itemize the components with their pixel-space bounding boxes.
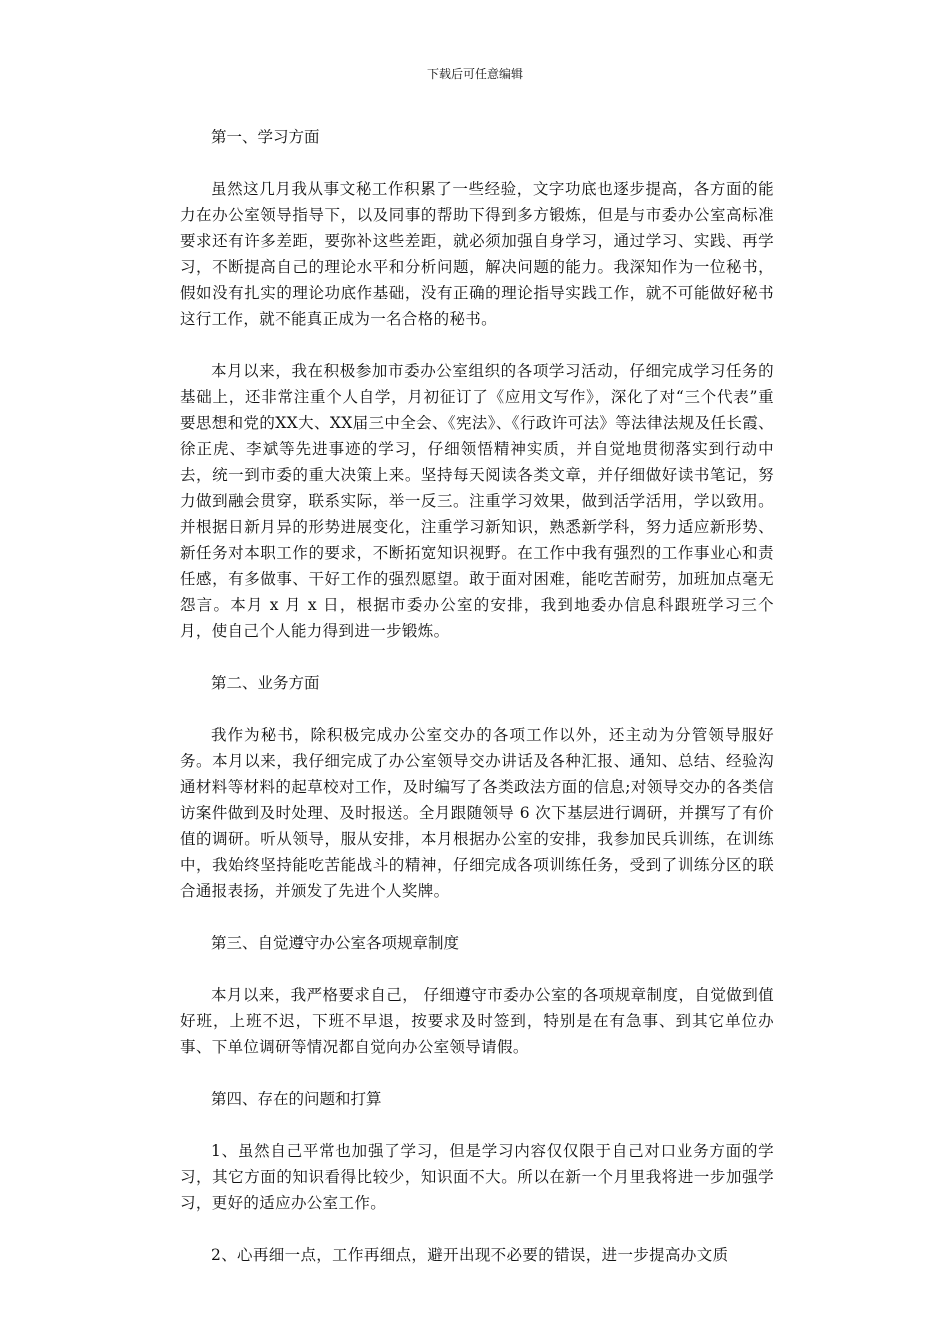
section-heading-problems: 第四、存在的问题和打算 [211, 1090, 382, 1108]
paragraph-study-2: 本月以来，我在积极参加市委办公室组织的各项学习活动，仔细完成学习任务的基础上，还非常注重个人自学，月初征订了《应用文写作》，深化了对“三个代表”重要思想和党的XX大、XX届三中全会、《宪法》、《行政许可法》等法律法规及任长霞、徐正虎、李斌等先进事迹的学习，仔细领悟精神实质，并自觉地贯彻落实到行动中去，统一到市委的重大决策上来。坚持每天阅读各类文章，并仔细做好读书笔记，努力做到融会贯穿，联系实际，举一反三。注重学习效果，做到活学活用，学以致用。并根据日新月异的形势进展变化，注重学习新知识，熟悉新学科，努力适应新形势、新任务对本职工作的要求，不断拓宽知识视野。在工作中我有强烈的工作事业心和责任感，有多做事、干好工作的强烈愿望。敢于面对困难，能吃苦耐劳，加班加点毫无怨言。本月 x 月 x 日，根据市委办公室的安排，我到地委办信息科跟班学习三个月，使自己个人能力得到进一步锻炼。 [180, 362, 774, 640]
section-heading-business: 第二、业务方面 [211, 674, 320, 692]
page-header-note: 下载后可任意编辑 [426, 67, 523, 81]
paragraph-rules-1: 本月以来，我严格要求自己， 仔细遵守市委办公室的各项规章制度，自觉做到值好班，上班不迟，下班不早退，按要求及时签到，特别是在有急事、到其它单位办事、下单位调研等情况都自觉向办公室领导请假。 [180, 986, 774, 1056]
paragraph-study-1: 虽然这几月我从事文秘工作积累了一些经验，文字功底也逐步提高，各方面的能力在办公室领导指导下，以及同事的帮助下得到多方锻炼，但是与市委办公室高标准要求还有许多差距，要弥补这些差距，就必须加强自身学习，通过学习、实践、再学习，不断提高自己的理论水平和分析问题，解决问题的能力。我深知作为一位秘书，假如没有扎实的理论功底作基础，没有正确的理论指导实践工作，就不可能做好秘书这行工作，就不能真正成为一名合格的秘书。 [180, 180, 774, 328]
document-body [180, 124, 774, 1268]
paragraph-business-1: 我作为秘书，除积极完成办公室交办的各项工作以外，还主动为分管领导服好务。本月以来，我仔细完成了办公室领导交办讲话及各种汇报、通知、总结、经验沟通材料等材料的起草校对工作，及时编写了各类政法方面的信息;对领导交办的各类信访案件做到及时处理、及时报送。全月跟随领导 6 次下基层进行调研，并撰写了有价值的调研。听从领导，服从安排，本月根据办公室的安排，我参加民兵训练，在训练中，我始终坚持能吃苦能战斗的精神，仔细完成各项训练任务，受到了训练分区的联合通报表扬，并颁发了先进个人奖牌。 [180, 726, 774, 900]
section-heading-study: 第一、学习方面 [211, 128, 320, 146]
paragraph-problems-1: 1、虽然自己平常也加强了学习，但是学习内容仅仅限于自己对口业务方面的学习，其它方面的知识看得比较少，知识面不大。所以在新一个月里我将进一步加强学习，更好的适应办公室工作。 [180, 1142, 774, 1212]
paragraph-problems-2: 2、心再细一点，工作再细点，避开出现不必要的错误，进一步提高办文质 [211, 1246, 729, 1264]
section-heading-rules: 第三、自觉遵守办公室各项规章制度 [211, 934, 460, 952]
